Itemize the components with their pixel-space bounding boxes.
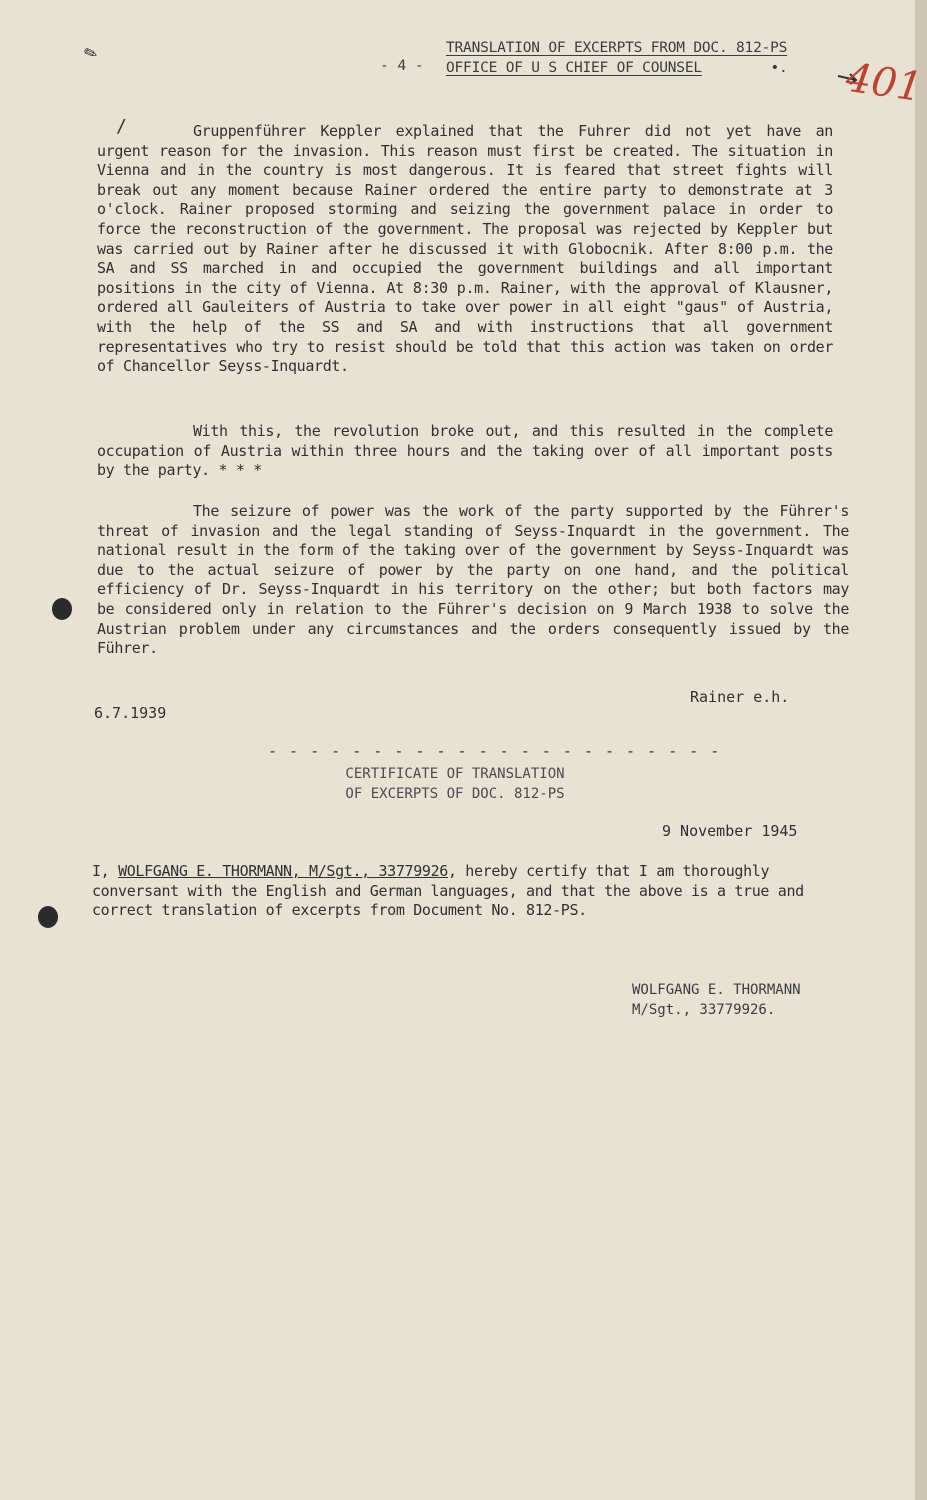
check-mark-icon: / xyxy=(116,116,127,137)
header-office: OFFICE OF U S CHIEF OF COUNSEL xyxy=(446,60,702,76)
translator-name: WOLFGANG E. THORMANN, M/Sgt., 33779926 xyxy=(118,862,448,880)
handwritten-page-number: 401 xyxy=(843,54,926,112)
certificate-prefix: I, xyxy=(92,862,110,880)
translator-signature-rank: M/Sgt., 33779926. xyxy=(632,1002,776,1018)
paragraph-3-text: The seizure of power was the work of the party supported by the Führer's threat of invasion and the legal standing of Seyss-Inquardt in the government. The national result in the form of the taking over of the government by Seyss-Inquardt was due to the actual seizure of power by the party on one hand, and the political efficiency of Dr. Seyss-Inquardt in his territory on the other; but both factors may be considered only in relation to the Führer's decision on 9 March 1938 to solve the Austrian problem under any circumstances and the orders consequently issued by the Führer. xyxy=(97,502,849,658)
certificate-title xyxy=(320,764,590,804)
header-margin-mark: •. xyxy=(770,60,788,76)
document-date: 6.7.1939 xyxy=(94,704,167,722)
certificate-title-line1: CERTIFICATE OF TRANSLATION xyxy=(345,766,565,782)
document-header xyxy=(446,38,788,78)
page-edge xyxy=(915,0,927,1500)
certificate-text xyxy=(92,862,844,921)
rainer-signature: Rainer e.h. xyxy=(690,688,790,706)
certificate-title-line2: OF EXCERPTS OF DOC. 812-PS xyxy=(345,786,565,802)
paragraph-3 xyxy=(97,502,849,659)
paragraph-1 xyxy=(97,122,833,377)
pencil-mark-icon: ✎ xyxy=(80,38,100,66)
page-number: - 4 - xyxy=(380,58,424,74)
punch-hole-icon xyxy=(52,598,72,620)
paragraph-2 xyxy=(97,422,833,481)
punch-hole-icon xyxy=(38,906,58,928)
header-title: TRANSLATION OF EXCERPTS FROM DOC. 812-PS xyxy=(446,40,788,56)
translator-signature-name: WOLFGANG E. THORMANN xyxy=(632,982,801,998)
paragraph-1-text: Gruppenführer Keppler explained that the Fuhrer did not yet have an urgent reason for the invasion. This reason must first be created. The situation in Vienna and in the country is most dangerous. It is feared that street fights will break out any moment because Rainer ordered the entire party to demonstrate at 3 o'clock. Rainer proposed storming and seizing the government palace in order to force the reconstruction of the government. The proposal was rejected by Keppler but was carried out by Rainer after he discussed it with Globocnik. After 8:00 p.m. the SA and SS marched in and occupied the government buildings and all important positions in the city of Vienna. At 8:30 p.m. Rainer, with the approval of Klausner, ordered all Gauleiters of Austria to take over power in all eight "gaus" of Austria, with the help of the SS and SA and with instructions that all government representatives who try to resist should be told that this action was taken on order of Chancellor Seyss-Inquardt. xyxy=(97,122,833,376)
translator-signature xyxy=(632,980,801,1020)
certificate-statement: , hereby certify that I am thoroughly conversant with the English and German languages, and that the above is a true and correct translation of excerpts from Document No. 812-PS. xyxy=(92,862,804,920)
certificate-date: 9 November 1945 xyxy=(662,822,798,840)
paragraph-2-text: With this, the revolution broke out, and this resulted in the complete occupation of Austria within three hours and the taking over of all important posts by the party. * * * xyxy=(97,422,833,480)
separator-line: - - - - - - - - - - - - - - - - - - - - - - xyxy=(268,742,721,760)
